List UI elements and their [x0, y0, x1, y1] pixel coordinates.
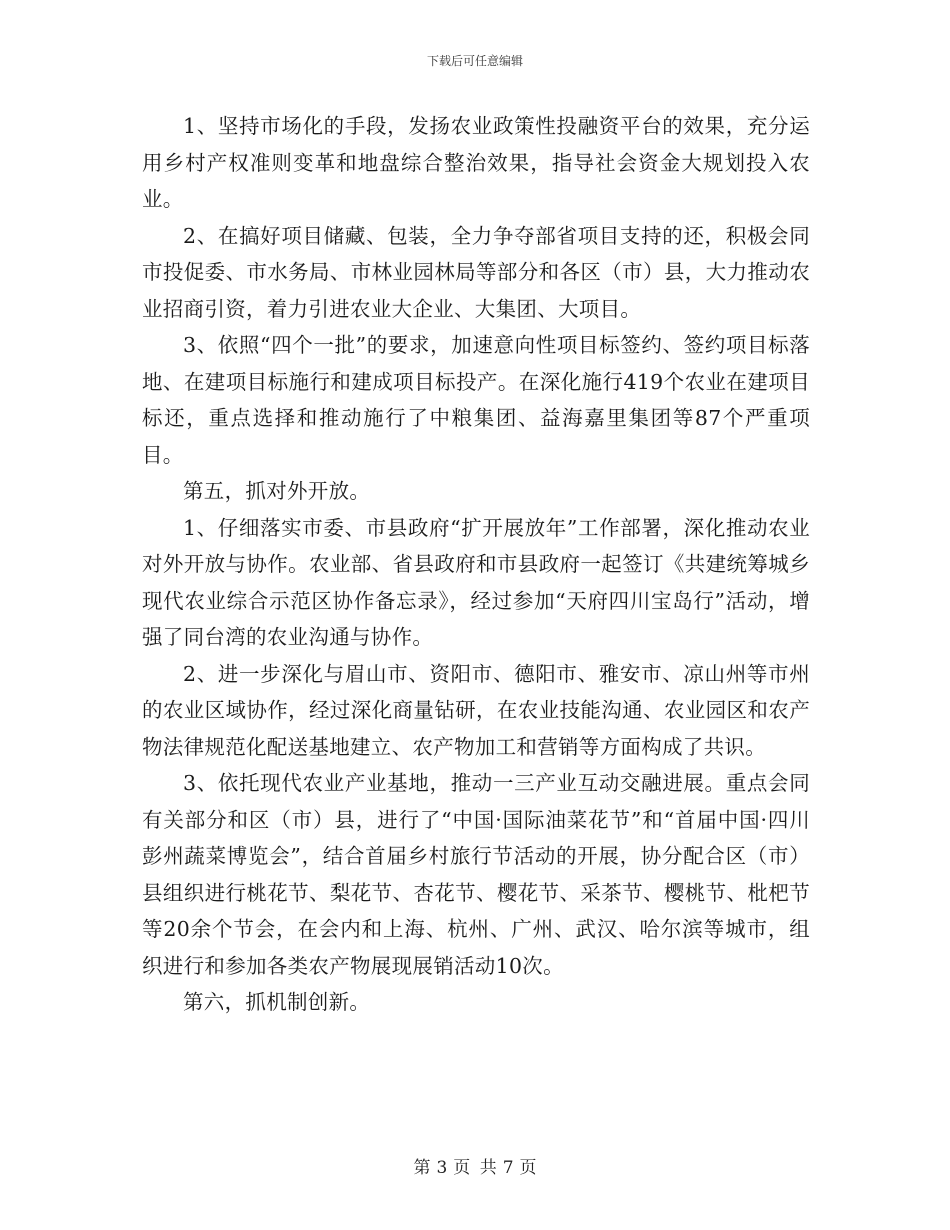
footer-prefix: 第 [413, 1158, 431, 1178]
paragraph: 1、仔细落实市委、市县政府“扩开展放年”工作部署，深化推动农业对外开放与协作。农业部、省县政府和市县政府一起签订《共建统筹城乡现代农业综合示范区协作备忘录》，经过参加“天府四川宝岛行”活动，增强了同台湾的农业沟通与协作。 [142, 515, 810, 649]
page-header: 下载后可任意编辑 [426, 54, 523, 68]
page-footer [0, 1153, 950, 1178]
section-heading: 第六，抓机制创新。 [183, 990, 371, 1014]
paragraph: 2、进一步深化与眉山市、资阳市、德阳市、雅安市、凉山州等市州的农业区域协作，经过深化商量钻研，在农业技能沟通、农业园区和农产物法律规范化配送基地建立、农产物加工和营销等方面构成了共识。 [142, 661, 810, 759]
paragraph: 1、坚持市场化的手段，发扬农业政策性投融资平台的效果，充分运用乡村产权准则变革和地盘综合整治效果，指导社会资金大规划投入农业。 [142, 114, 810, 211]
footer-middle: 页 共 [453, 1158, 497, 1178]
footer-suffix: 页 [519, 1158, 537, 1178]
total-pages: 7 [502, 1158, 514, 1178]
paragraph: 3、依照“四个一批”的要求，加速意向性项目标签约、签约项目标落地、在建项目标施行和建成项目标投产。在深化施行419个农业在建项目标还，重点选择和推动施行了中粮集团、益海嘉里集团等87个严重项目。 [142, 333, 810, 467]
section-heading: 第五，抓对外开放。 [183, 479, 371, 503]
page-number: 3 [436, 1158, 448, 1178]
paragraph: 3、依托现代农业产业基地，推动一三产业互动交融进展。重点会同有关部分和区（市）县，进行了“中国·国际油菜花节”和“首届中国·四川彭州蔬菜博览会”，结合首届乡村旅行节活动的开展，协分配合区（市）县组织进行桃花节、梨花节、杏花节、樱花节、采茶节、樱桃节、枇杷节等20余个节会，在会内和上海、杭州、广州、武汉、哈尔滨等城市，组织进行和参加各类农产物展现展销活动10次。 [142, 771, 810, 978]
paragraph: 2、在搞好项目储藏、包装，全力争夺部省项目支持的还，积极会同市投促委、市水务局、市林业园林局等部分和各区（市）县，大力推动农业招商引资，着力引进农业大企业、大集团、大项目。 [142, 223, 810, 321]
document-body [142, 108, 810, 1021]
